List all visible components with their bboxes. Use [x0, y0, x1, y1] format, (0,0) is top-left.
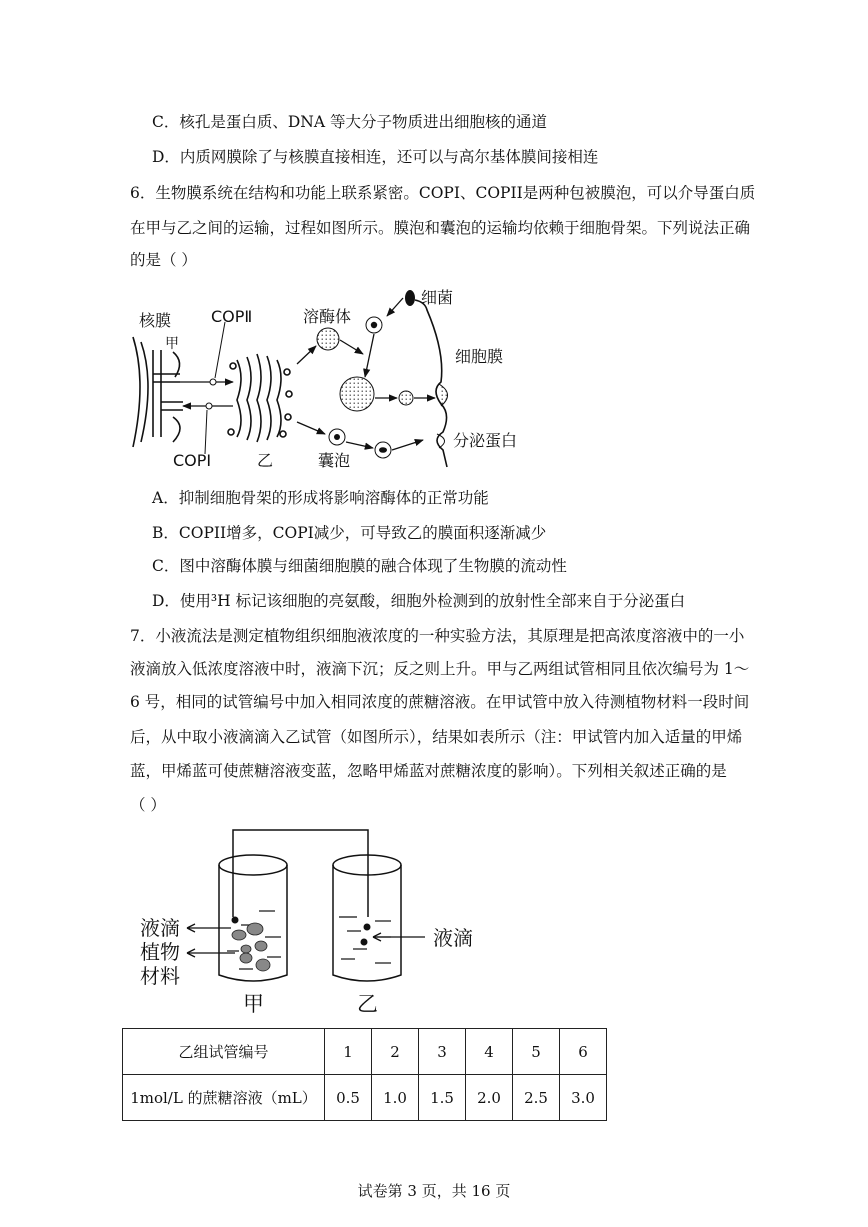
tube-number-cell: 1	[325, 1029, 372, 1075]
yi-droplet-upper	[364, 924, 371, 931]
bacterium-to-phagosome-arrow	[387, 298, 403, 316]
vesicle-2-content	[379, 447, 387, 453]
volume-cell: 3.0	[560, 1075, 607, 1121]
q6-option-d: D．使用³H 标记该细胞的亮氨酸，细胞外检测到的放射性全部来自于分泌蛋白	[152, 592, 686, 610]
tube-number-cell: 5	[513, 1029, 560, 1075]
table-row	[123, 1075, 607, 1121]
label-secreted-protein: 分泌蛋白	[453, 431, 518, 450]
label-vesicle: 囊泡	[318, 451, 351, 470]
tube-number-cell: 3	[419, 1029, 466, 1075]
volume-cell: 2.0	[466, 1075, 513, 1121]
volume-cell: 1.0	[372, 1075, 419, 1121]
nuclear-membrane-er-shape	[133, 337, 183, 447]
q6-option-b: B．COPII增多，COPI减少，可导致乙的膜面积逐渐减少	[152, 524, 547, 542]
test-tube-diagram	[135, 825, 495, 1020]
lysosome-shape	[317, 328, 339, 350]
label-droplet-right: 液滴	[433, 926, 473, 950]
label-bacteria: 细菌	[421, 288, 454, 307]
bacterium-shape	[405, 290, 415, 306]
row-header-volume: 1mol/L 的蔗糖溶液（mL）	[123, 1075, 325, 1121]
label-cop2: COPⅡ	[211, 307, 253, 326]
sucrose-table	[122, 1028, 607, 1121]
plant-material-pieces	[232, 923, 270, 971]
label-jia: 甲	[243, 992, 264, 1016]
q7-stem-line-3: 6 号，相同的试管编号中加入相同浓度的蔗糖溶液。在甲试管中放入待测植物材料一段时间	[130, 693, 750, 711]
label-cell-membrane: 细胞膜	[455, 347, 504, 366]
vesicle-to-membrane-arrow	[392, 440, 423, 450]
q7-stem-line-2: 液滴放入低浓度溶液中时，液滴下沉；反之则上升。甲与乙两组试管相同且依次编号为 1～	[130, 660, 750, 678]
vesicle-transport-arrow	[346, 442, 373, 448]
tube-number-cell: 2	[372, 1029, 419, 1075]
page-footer: 试卷第 3 页，共 16 页	[357, 1182, 511, 1200]
label-yi: 乙	[357, 992, 378, 1016]
q7-stem-line-6: （ ）	[130, 796, 166, 814]
q7-stem-line-1: 7．小液流法是测定植物组织细胞液浓度的一种实验方法，其原理是把高浓度溶液中的一小	[130, 627, 745, 645]
cell-membrane-shape	[415, 300, 447, 467]
phagosome-to-fusion-arrow	[365, 334, 374, 377]
q6-stem-line-3: 的是（ ）	[130, 251, 197, 269]
q7-stem-line-4: 后，从中取小液滴滴入乙试管（如图所示），结果如表所示（注：甲试管内加入适量的甲烯	[130, 728, 743, 746]
tube-number-cell: 4	[466, 1029, 513, 1075]
membrane-transport-diagram	[125, 282, 525, 472]
q6-option-c: C．图中溶酶体膜与细菌细胞膜的融合体现了生物膜的流动性	[152, 557, 567, 575]
q6-option-a: A．抑制细胞骨架的形成将影响溶酶体的正常功能	[152, 489, 489, 507]
copii-vesicle	[210, 379, 216, 385]
table-row	[123, 1029, 607, 1075]
jia-droplet	[232, 917, 239, 924]
label-plant-2: 材料	[140, 964, 180, 988]
q5-option-c: C．核孔是蛋白质、DNA 等大分子物质进出细胞核的通道	[152, 113, 547, 131]
copi-vesicle	[206, 403, 212, 409]
tube-jia	[219, 855, 287, 981]
tube-number-cell: 6	[560, 1029, 607, 1075]
q7-stem-line-5: 蓝，甲烯蓝可使蔗糖溶液变蓝，忽略甲烯蓝对蔗糖浓度的影响）。下列相关叙述正确的是	[130, 762, 727, 780]
label-nuclear-membrane: 核膜	[139, 311, 172, 330]
copi-pointer	[205, 410, 207, 454]
golgi-apparatus-shape	[228, 354, 292, 442]
label-cop1: COPⅠ	[173, 451, 212, 470]
small-lysosome-shape	[399, 391, 413, 405]
large-lysosome-shape	[340, 377, 374, 411]
vesicle-content	[334, 434, 340, 440]
golgi-to-vesicle-arrow	[297, 422, 325, 434]
label-lysosome: 溶酶体	[303, 307, 352, 326]
tube-yi	[333, 855, 401, 981]
label-yi: 乙	[257, 451, 274, 470]
q5-option-d: D．内质网膜除了与核膜直接相连，还可以与高尔基体膜间接相连	[152, 148, 599, 166]
q6-stem-line-2: 在甲与乙之间的运输，过程如图所示。膜泡和囊泡的运输均依赖于细胞骨架。下列说法正确	[130, 219, 751, 237]
row-header-tube: 乙组试管编号	[123, 1029, 325, 1075]
volume-cell: 0.5	[325, 1075, 372, 1121]
label-jia: 甲	[165, 336, 179, 352]
volume-cell: 2.5	[513, 1075, 560, 1121]
lysosome-to-fusion-arrow	[340, 340, 363, 354]
volume-cell: 1.5	[419, 1075, 466, 1121]
q6-stem-line-1: 6．生物膜系统在结构和功能上联系紧密。COPI、COPII是两种包被膜泡，可以介导蛋白质	[130, 184, 756, 202]
yi-droplet-lower	[361, 939, 368, 946]
copii-pointer	[215, 322, 225, 378]
golgi-to-lysosome-arrow	[297, 346, 316, 364]
label-droplet-left: 液滴	[140, 916, 180, 940]
label-plant-1: 植物	[140, 940, 180, 964]
phagosome-bacteria	[371, 322, 377, 328]
